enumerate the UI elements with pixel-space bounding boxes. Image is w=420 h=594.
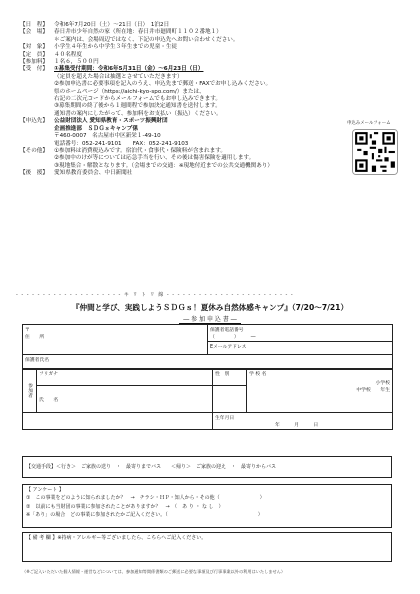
form-title: 『仲間と学び、実践しようＳＤＧｓ！夏休み自然体感キャンプ』（7/20～7/21）	[71, 303, 349, 312]
info-value: 公益財団法人 愛知県教育・スポーツ振興財団	[54, 118, 168, 125]
info-row	[20, 29, 402, 36]
info-value: ４０名程度	[54, 51, 82, 58]
info-value: 県のホームページ（https://aichi-kyo-spo.com/）または、	[54, 88, 205, 95]
qr-caption: 申込みメールフォーム	[347, 121, 391, 126]
info-label: 【申込先】	[20, 118, 48, 125]
info-value: ③現地集合・解散となります。（会場までの交通：※現地付近までの公共交通機関あり）	[54, 162, 274, 169]
info-value: 〒460-0007 名古屋市中区新栄１-49-10	[54, 133, 161, 140]
info-row	[20, 141, 402, 148]
info-row	[20, 52, 402, 59]
survey-heading: 【 アンケート 】	[26, 487, 64, 493]
info-value: １名６，５００円	[54, 59, 99, 66]
guardian-table	[22, 324, 393, 370]
info-value: ①募集受付期間：令和6年5月31日（金）～6月23日（日）	[54, 66, 204, 73]
info-row	[20, 44, 402, 51]
birthdate-field[interactable]: 生年月日 年 月 日	[213, 413, 393, 430]
info-row	[20, 126, 402, 133]
survey-q3[interactable]: ※「あり」の場合 どの事業に参加されたかご記入ください。（ ）	[26, 512, 263, 519]
info-value: 企画推進部 ＳＤＧｓキャンプ係	[54, 125, 138, 132]
name-field[interactable]: 氏 名	[37, 386, 213, 413]
qr-code-icon[interactable]	[352, 129, 398, 175]
event-info	[20, 22, 402, 178]
info-label: 【参加料】	[20, 59, 48, 66]
info-row	[20, 81, 402, 88]
survey-q2[interactable]: ② 以前にも当財団の事業に参加されたことがありますか？ → （ あ り ・ な し ）	[26, 503, 224, 510]
info-value: ②参加申込書に必要事項を記入のうえ、申込先まで郵送・FAXでお申し込みください。	[54, 81, 272, 88]
participant-table	[22, 368, 393, 430]
info-label: 【後 援】	[20, 170, 48, 177]
info-row	[20, 133, 402, 140]
info-row	[20, 118, 402, 125]
info-label: 【受 付】	[20, 66, 48, 73]
gender-field[interactable]: 性 別	[213, 369, 247, 386]
privacy-note: （※ご記入いただいた個人情報・運営などについては、参加通知等関係書類のご郵送に必要な事項及び行事事業以外の利用はいたしません）	[22, 569, 286, 574]
info-value: 右記の二次元コードからメールフォームでもお申し込みできます。	[54, 96, 221, 103]
guardian-phone-field[interactable]: 保護者電話番号 （ ） ―	[208, 325, 393, 342]
info-row	[20, 155, 402, 162]
info-value: ＊ご案内は、会場周辺ではなく、下記の申込先へお問い合わせください。	[54, 36, 239, 43]
school-field[interactable]: 学 校 名 小学校 中学校 年生	[247, 369, 393, 413]
info-value: 愛知県教育委員会、中日新聞社	[54, 170, 133, 177]
remarks-box[interactable]: 【 備 考 欄 】※持病・アレルギー等ございましたら、こちらへご記入ください。	[22, 532, 392, 562]
info-value: 春日井市少年自然の家（所在地：春日井市廻間町１１０２番地１）	[54, 29, 222, 36]
info-row	[20, 170, 402, 177]
form-subtitle: ― 参 加 申 込 書 ―	[20, 314, 400, 323]
info-value: 小学生４年生から中学生３年生までの児童・生徒	[54, 44, 178, 51]
guardian-name-field[interactable]: 保護者氏名	[23, 355, 393, 370]
info-value: （定員を超えた場合は抽選とさせていただきます）	[54, 73, 183, 80]
info-label: 【対 象】	[20, 44, 48, 51]
info-label: 【会 場】	[20, 29, 48, 36]
survey-box[interactable]	[22, 484, 392, 528]
info-value: 電話番号：052-241-9101 FAX：052-241-9103	[54, 140, 189, 147]
info-label: 【日 程】	[20, 22, 48, 28]
survey-q1[interactable]: ① この事業をどのように知られましたか？ → チラシ・ＨＰ・知人から・その他（ ）	[26, 495, 265, 502]
info-label: 【その他】	[20, 147, 48, 154]
info-value: ①参加料は消費税込みです。宿泊代・食事代・保険料が含まれます。	[54, 147, 226, 154]
participant-label: 参加者	[23, 369, 37, 413]
transport-box[interactable]: 【交通手段】＜行き＞ ご家族の送り ・ 最寄りまでバス ＜帰り＞ ご家族の迎え ・ 最寄りからバス	[22, 456, 392, 478]
info-row	[20, 103, 402, 110]
info-row	[20, 66, 402, 73]
address-field[interactable]: 〒 住 所	[23, 325, 208, 355]
cut-line: - - - - - - - - - - - - - - - - - - - - キ リ ト リ 線 - - - - - - - - - - - - - - - - - - - - - - - -	[16, 292, 294, 298]
info-row	[20, 163, 402, 170]
info-label: 【定 員】	[20, 51, 48, 58]
info-value: 通知書の案内にしたがって、参加料をお支払い（振込）ください。	[54, 110, 222, 117]
info-value: 令和6年7月20日（土）～21日（日） 1泊2日	[54, 22, 170, 28]
email-field[interactable]: Eメールアドレス	[208, 342, 393, 355]
furigana-field[interactable]: フリガナ	[37, 369, 213, 386]
info-row	[20, 89, 402, 96]
info-value: ③募集期間の終了後から１週間程で参加決定通知書を送付します。	[54, 103, 221, 110]
info-value: ②参加中のけが等については応急手当を行い、その後は傷害保険を適用します。	[54, 155, 255, 162]
